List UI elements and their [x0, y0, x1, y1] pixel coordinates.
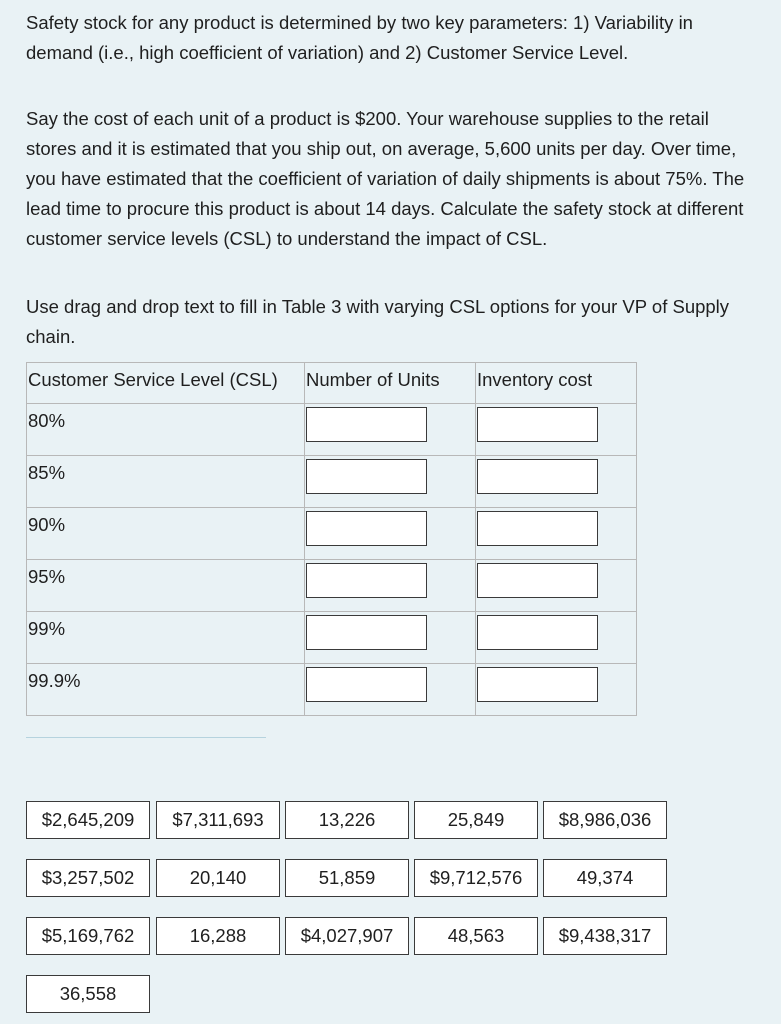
divider	[26, 737, 266, 738]
table-row	[27, 664, 637, 716]
units-drop-target[interactable]	[306, 407, 427, 442]
units-drop-target[interactable]	[306, 511, 427, 546]
answer-tile[interactable]: 51,859	[285, 859, 409, 897]
csl-value: 95%	[28, 566, 66, 587]
csl-value: 85%	[28, 462, 66, 483]
cost-drop-target[interactable]	[477, 667, 598, 702]
csl-value: 99.9%	[28, 670, 81, 691]
answer-tile[interactable]: 48,563	[414, 917, 538, 955]
units-drop-target[interactable]	[306, 667, 427, 702]
answer-tile[interactable]: $9,712,576	[414, 859, 538, 897]
answer-tile[interactable]: $3,257,502	[26, 859, 150, 897]
units-drop-target[interactable]	[306, 615, 427, 650]
table-row	[27, 612, 637, 664]
csl-value: 90%	[28, 514, 66, 535]
table-row	[27, 456, 637, 508]
answer-tile[interactable]: $9,438,317	[543, 917, 667, 955]
header-inventory-cost: Inventory cost	[476, 363, 637, 404]
answer-tile[interactable]: 36,558	[26, 975, 150, 1013]
answer-tile[interactable]: 13,226	[285, 801, 409, 839]
instructions-paragraph: Use drag and drop text to fill in Table 3 with varying CSL options for your VP of Supply chain.	[26, 296, 730, 347]
header-number-of-units: Number of Units	[305, 363, 476, 404]
answer-tile[interactable]: $7,311,693	[156, 801, 280, 839]
answer-tile[interactable]: $5,169,762	[26, 917, 150, 955]
intro-paragraph-2: Say the cost of each unit of a product is $200. Your warehouse supplies to the retail stores and it is estimated that you ship out, on average, 5,600 units per day. Over time, you have estimated that the coefficient of variation of daily shipments is about 75%. The lead time to procure this product is about 14 days. Calculate the safety stock at different customer service levels (CSL) to understand the impact of CSL.	[26, 108, 745, 249]
answer-tile[interactable]: $8,986,036	[543, 801, 667, 839]
answer-tile[interactable]: 20,140	[156, 859, 280, 897]
table-header-row	[27, 363, 637, 404]
intro-paragraph-1: Safety stock for any product is determined by two key parameters: 1) Variability in demand (i.e., high coefficient of variation) and 2) Customer Service Level.	[26, 12, 693, 63]
answer-tile[interactable]: $4,027,907	[285, 917, 409, 955]
csl-table	[26, 362, 637, 716]
cost-drop-target[interactable]	[477, 563, 598, 598]
table-row	[27, 404, 637, 456]
cost-drop-target[interactable]	[477, 407, 598, 442]
cost-drop-target[interactable]	[477, 615, 598, 650]
cost-drop-target[interactable]	[477, 459, 598, 494]
units-drop-target[interactable]	[306, 563, 427, 598]
answer-tile[interactable]: 16,288	[156, 917, 280, 955]
units-drop-target[interactable]	[306, 459, 427, 494]
csl-value: 99%	[28, 618, 66, 639]
answer-tile[interactable]: 49,374	[543, 859, 667, 897]
cost-drop-target[interactable]	[477, 511, 598, 546]
table-row	[27, 560, 637, 612]
csl-value: 80%	[28, 410, 66, 431]
table-row	[27, 508, 637, 560]
header-csl: Customer Service Level (CSL)	[27, 363, 305, 404]
answer-tile[interactable]: 25,849	[414, 801, 538, 839]
answer-tile[interactable]: $2,645,209	[26, 801, 150, 839]
